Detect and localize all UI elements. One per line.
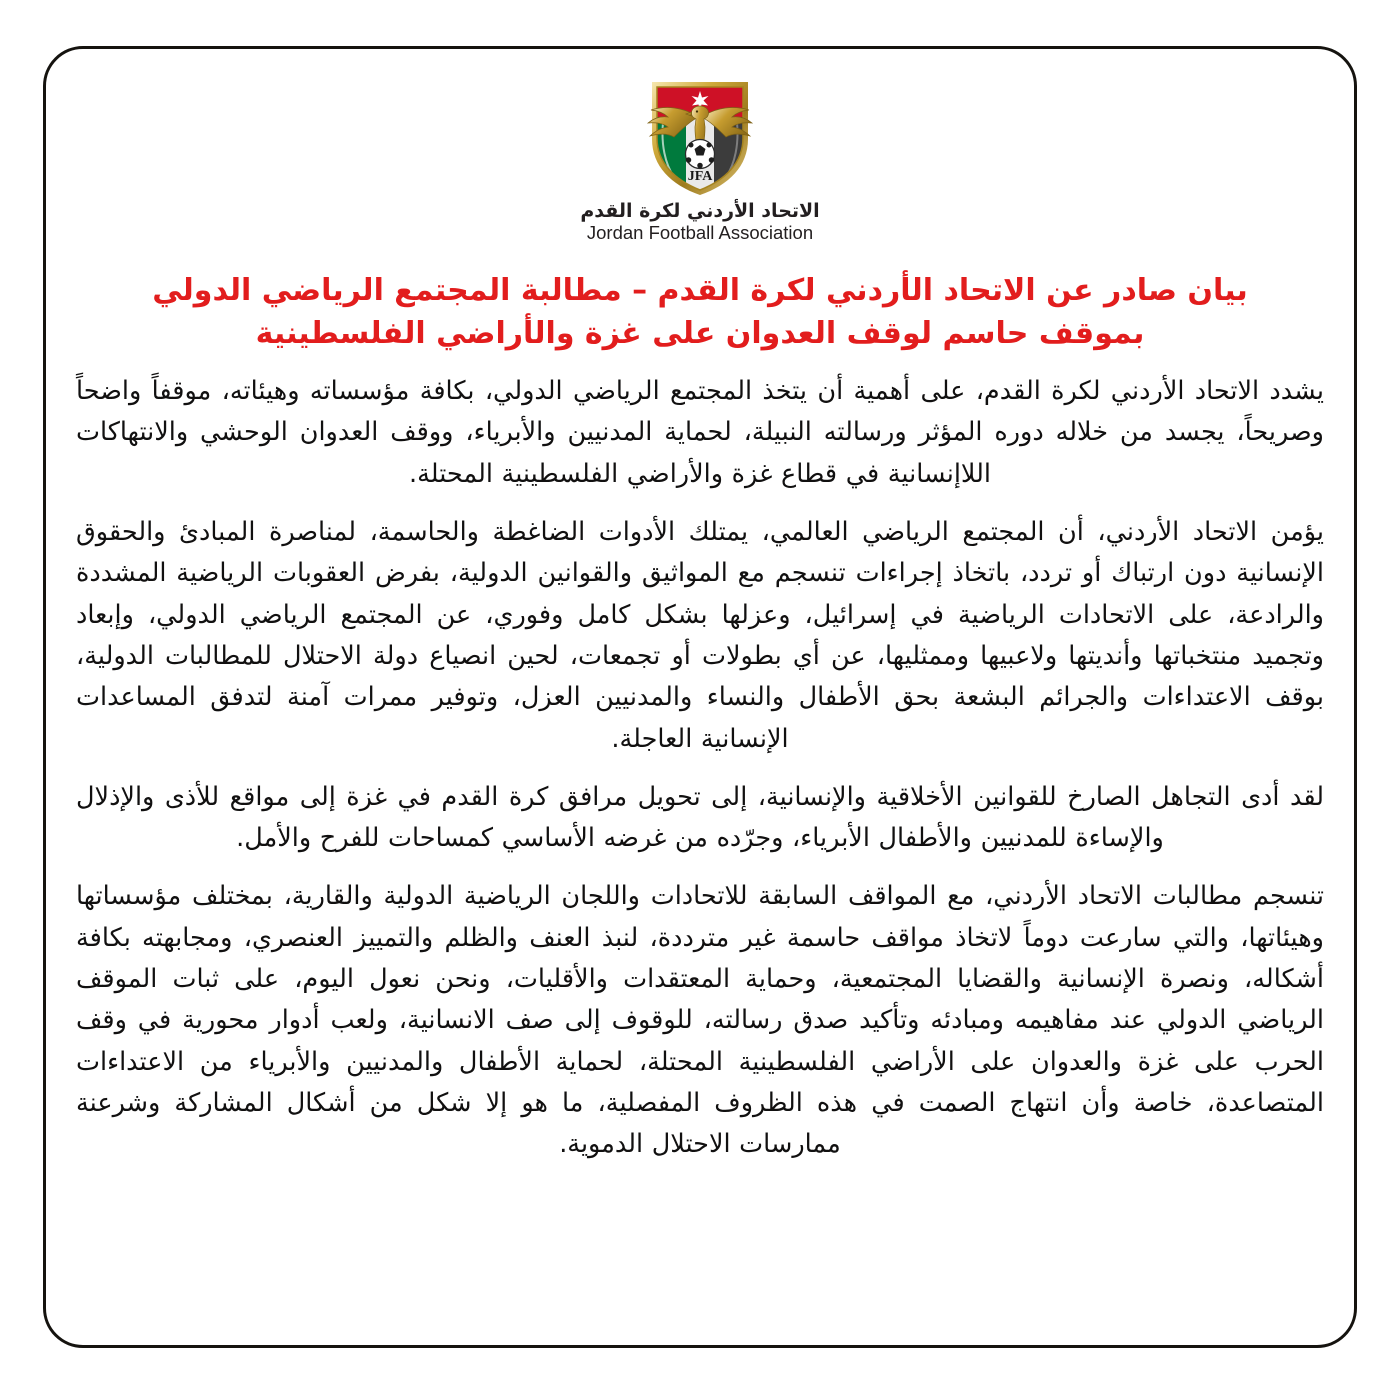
- association-name-arabic: الاتحاد الأردني لكرة القدم: [580, 200, 820, 222]
- association-wordmark: [580, 201, 819, 244]
- association-name-english: Jordan Football Association: [586, 222, 814, 244]
- statement-paragraph-4: تنسجم مطالبات الاتحاد الأردني، مع المواقف السابقة للاتحادات واللجان الرياضية الدولية والقارية، بمختلف مؤسساتها وهيئاتها، والتي سارعت دوماً لاتخاذ مواقف حاسمة غير مترددة، لنبذ العنف والظلم والتمييز العنصري، ومجابهته بكافة أشكاله، ونصرة الإنسانية والقضايا المجتمعية، وحماية المعتقدات والأقليات، ونحن نعول اليوم، على ثبات الموقف الرياضي الدولي عند مفاهيمه ومبادئه وتأكيد صدق رسالته، للوقوف إلى صف الانسانية، ولعب أدوار محورية في وقف الحرب على غزة والعدوان على الأراضي الفلسطينية المحتلة، لحماية الأطفال والمدنيين والأبرياء من الاعتداءات المتصاعدة، خاصة وأن انتهاج الصمت في هذه الظروف المفصلية، ما هو إلا شكل من أشكال المشاركة وشرعنة ممارسات الاحتلال الدموية.: [76, 881, 1324, 1160]
- statement-paragraph-2: يؤمن الاتحاد الأردني، أن المجتمع الرياضي العالمي، يمتلك الأدوات الضاغطة والحاسمة، لمناصرة المبادئ والحقوق الإنسانية دون ارتباك أو تردد، باتخاذ إجراءات تنسجم مع المواثيق والقوانين الدولية، بفرض العقوبات الرياضية المشددة والرادعة، على الاتحادات الرياضية في إسرائيل، وعزلها بشكل كامل وفوري، عن المجتمع الرياضي الدولي، وإبعاد وتجميد منتخباتها وأنديتها ولاعبيها وممثليها، عن أي بطولات أو تجمعات، لحين انصياع دولة الاحتلال للمطالبات الدولية، بوقف الاعتداءات والجرائم البشعة بحق الأطفال والنساء والمدنيين العزل، وتوفير ممرات آمنة لتدفق المساعدات الإنسانية العاجلة.: [76, 517, 1324, 754]
- statement-headline: [98, 270, 1302, 355]
- statement-paragraph-1: يشدد الاتحاد الأردني لكرة القدم، على أهمية أن يتخذ المجتمع الرياضي الدولي، بكافة مؤسساته وهيئاته، موقفاً واضحاً وصريحاً، يجسد من خلاله دوره المؤثر ورسالته النبيلة، لحماية المدنيين والأبرياء، ووقف العدوان الوحشي والانتهاكات اللاإنسانية في قطاع غزة والأراضي الفلسطينية المحتلة.: [76, 376, 1324, 489]
- document-header: [46, 49, 1354, 244]
- statement-body: [76, 371, 1324, 1165]
- headline-line-2: بموقف حاسم لوقف العدوان على غزة والأراضي الفلسطينية: [255, 315, 1145, 351]
- headline-line-1: بيان صادر عن الاتحاد الأردني لكرة القدم – مطالبة المجتمع الرياضي الدولي: [152, 272, 1248, 308]
- statement-card: [43, 46, 1357, 1348]
- jfa-eagle-shield-crest-icon: [641, 69, 759, 197]
- jfa-monogram-text: JFA: [687, 169, 713, 184]
- statement-paragraph-3: لقد أدى التجاهل الصارخ للقوانين الأخلاقية والإنسانية، إلى تحويل مرافق كرة القدم في غزة إلى مواقع للأذى والإذلال والإساءة للمدنيين والأطفال الأبرياء، وجرّده من غرضه الأساسي كمساحات للفرح والأمل.: [76, 781, 1324, 854]
